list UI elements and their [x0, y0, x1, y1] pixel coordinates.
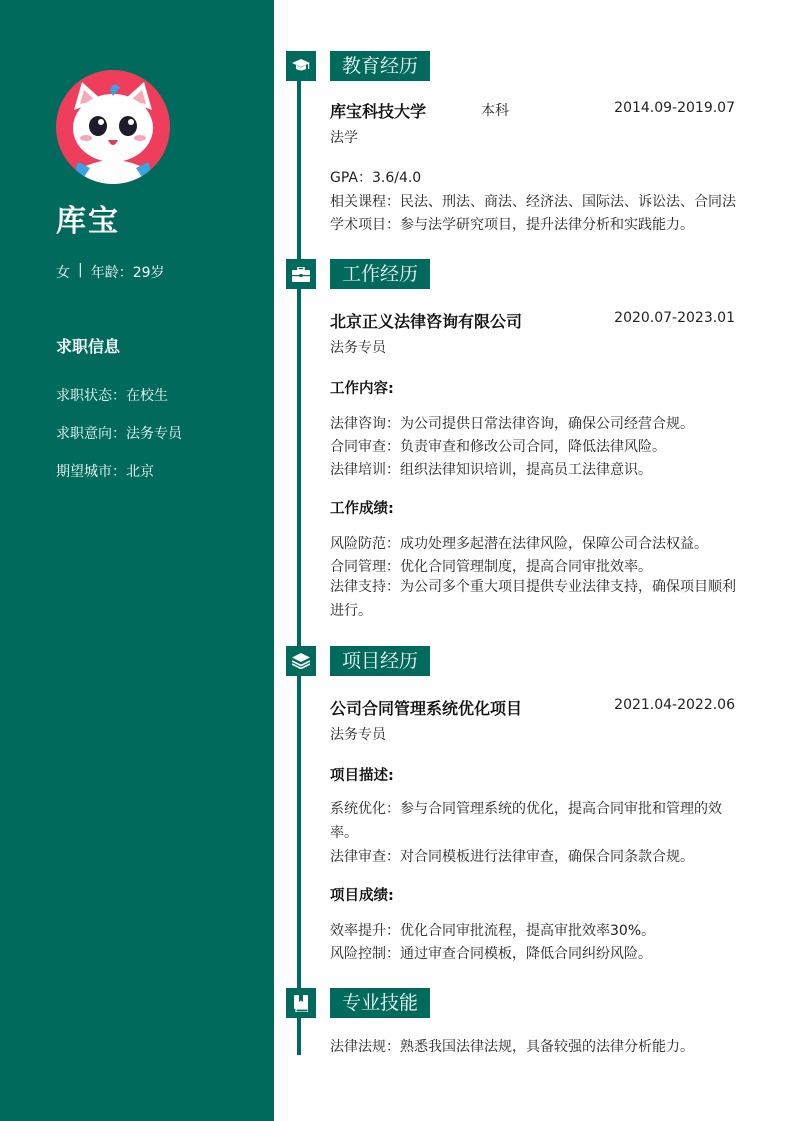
project-name: 公司合同管理系统优化项目 — [330, 699, 523, 718]
education-gpa: GPA：3.6/4.0 — [330, 170, 422, 186]
education-courses: 相关课程：民法、刑法、商法、经济法、国际法、诉讼法、合同法 — [330, 194, 736, 210]
basic-info — [56, 262, 165, 282]
briefcase-icon — [286, 259, 316, 289]
job-position-label: 求职意向： — [56, 426, 126, 442]
project-desc-item: 法律审查：对合同模板进行法律审查，确保合同条款合规。 — [330, 849, 694, 865]
work-content-item: 合同审查：负责审查和修改公司合同，降低法律风险。 — [330, 439, 666, 455]
education-school: 库宝科技大学 — [330, 102, 427, 121]
education-degree: 本科 — [481, 103, 509, 119]
work-section-title: 工作经历 — [330, 259, 430, 289]
education-period: 2014.09-2019.07 — [614, 100, 735, 116]
work-period: 2020.07-2023.01 — [614, 310, 735, 326]
separator: | — [78, 262, 83, 278]
project-result-item: 效率提升：优化合同审批流程，提高审批效率30%。 — [330, 923, 656, 939]
job-city-row — [56, 461, 154, 481]
work-achievement-item: 法律支持：为公司多个重大项目提供专业法律支持，确保项目顺利进行。 — [330, 579, 736, 619]
job-city-label: 期望城市： — [56, 464, 126, 480]
job-status-value: 在校生 — [126, 388, 168, 404]
project-section-title: 项目经历 — [330, 646, 430, 676]
project-desc-title: 项目描述: — [330, 768, 394, 784]
education-major: 法学 — [330, 130, 358, 146]
education-research: 学术项目：参与法学研究项目，提升法律分析和实践能力。 — [330, 217, 694, 233]
project-desc-item: 系统优化：参与合同管理系统的优化，提高合同审批和管理的效率。 — [330, 801, 722, 841]
work-role: 法务专员 — [330, 340, 386, 356]
work-achievement-item: 风险防范：成功处理多起潜在法律风险，保障公司合法权益。 — [330, 536, 708, 552]
avatar — [56, 70, 170, 184]
skill-item: 法律法规：熟悉我国法律法规，具备较强的法律分析能力。 — [330, 1039, 694, 1055]
work-achievement-title: 工作成绩: — [330, 501, 394, 517]
job-position-row — [56, 423, 182, 443]
education-section-title: 教育经历 — [330, 51, 430, 81]
layers-icon — [286, 646, 316, 676]
job-status-row — [56, 385, 168, 405]
skills-section-title: 专业技能 — [330, 988, 430, 1018]
work-content-title: 工作内容: — [330, 381, 394, 397]
job-position-value: 法务专员 — [126, 426, 182, 442]
job-intent-title: 求职信息 — [56, 337, 121, 356]
work-content-item: 法律咨询：为公司提供日常法律咨询，确保公司经营合规。 — [330, 416, 694, 432]
work-achievement-item: 合同管理：优化合同管理制度，提高合同审批效率。 — [330, 559, 652, 575]
gender: 女 — [56, 265, 70, 281]
project-result-item: 风险控制：通过审查合同模板，降低合同纠纷风险。 — [330, 946, 652, 962]
graduation-cap-icon — [286, 51, 316, 81]
sidebar — [0, 0, 274, 1121]
job-status-label: 求职状态： — [56, 388, 126, 404]
timeline-line — [297, 60, 301, 1055]
cat-mascot-icon — [56, 70, 170, 184]
job-city-value: 北京 — [126, 464, 154, 480]
book-icon — [286, 988, 316, 1018]
age: 年龄：29岁 — [90, 265, 165, 281]
profile-name: 库宝 — [56, 204, 120, 239]
work-content-item: 法律培训：组织法律知识培训，提高员工法律意识。 — [330, 462, 652, 478]
work-company: 北京正义法律咨询有限公司 — [330, 312, 523, 331]
project-result-title: 项目成绩: — [330, 888, 394, 904]
project-period: 2021.04-2022.06 — [614, 697, 735, 713]
project-role: 法务专员 — [330, 727, 386, 743]
